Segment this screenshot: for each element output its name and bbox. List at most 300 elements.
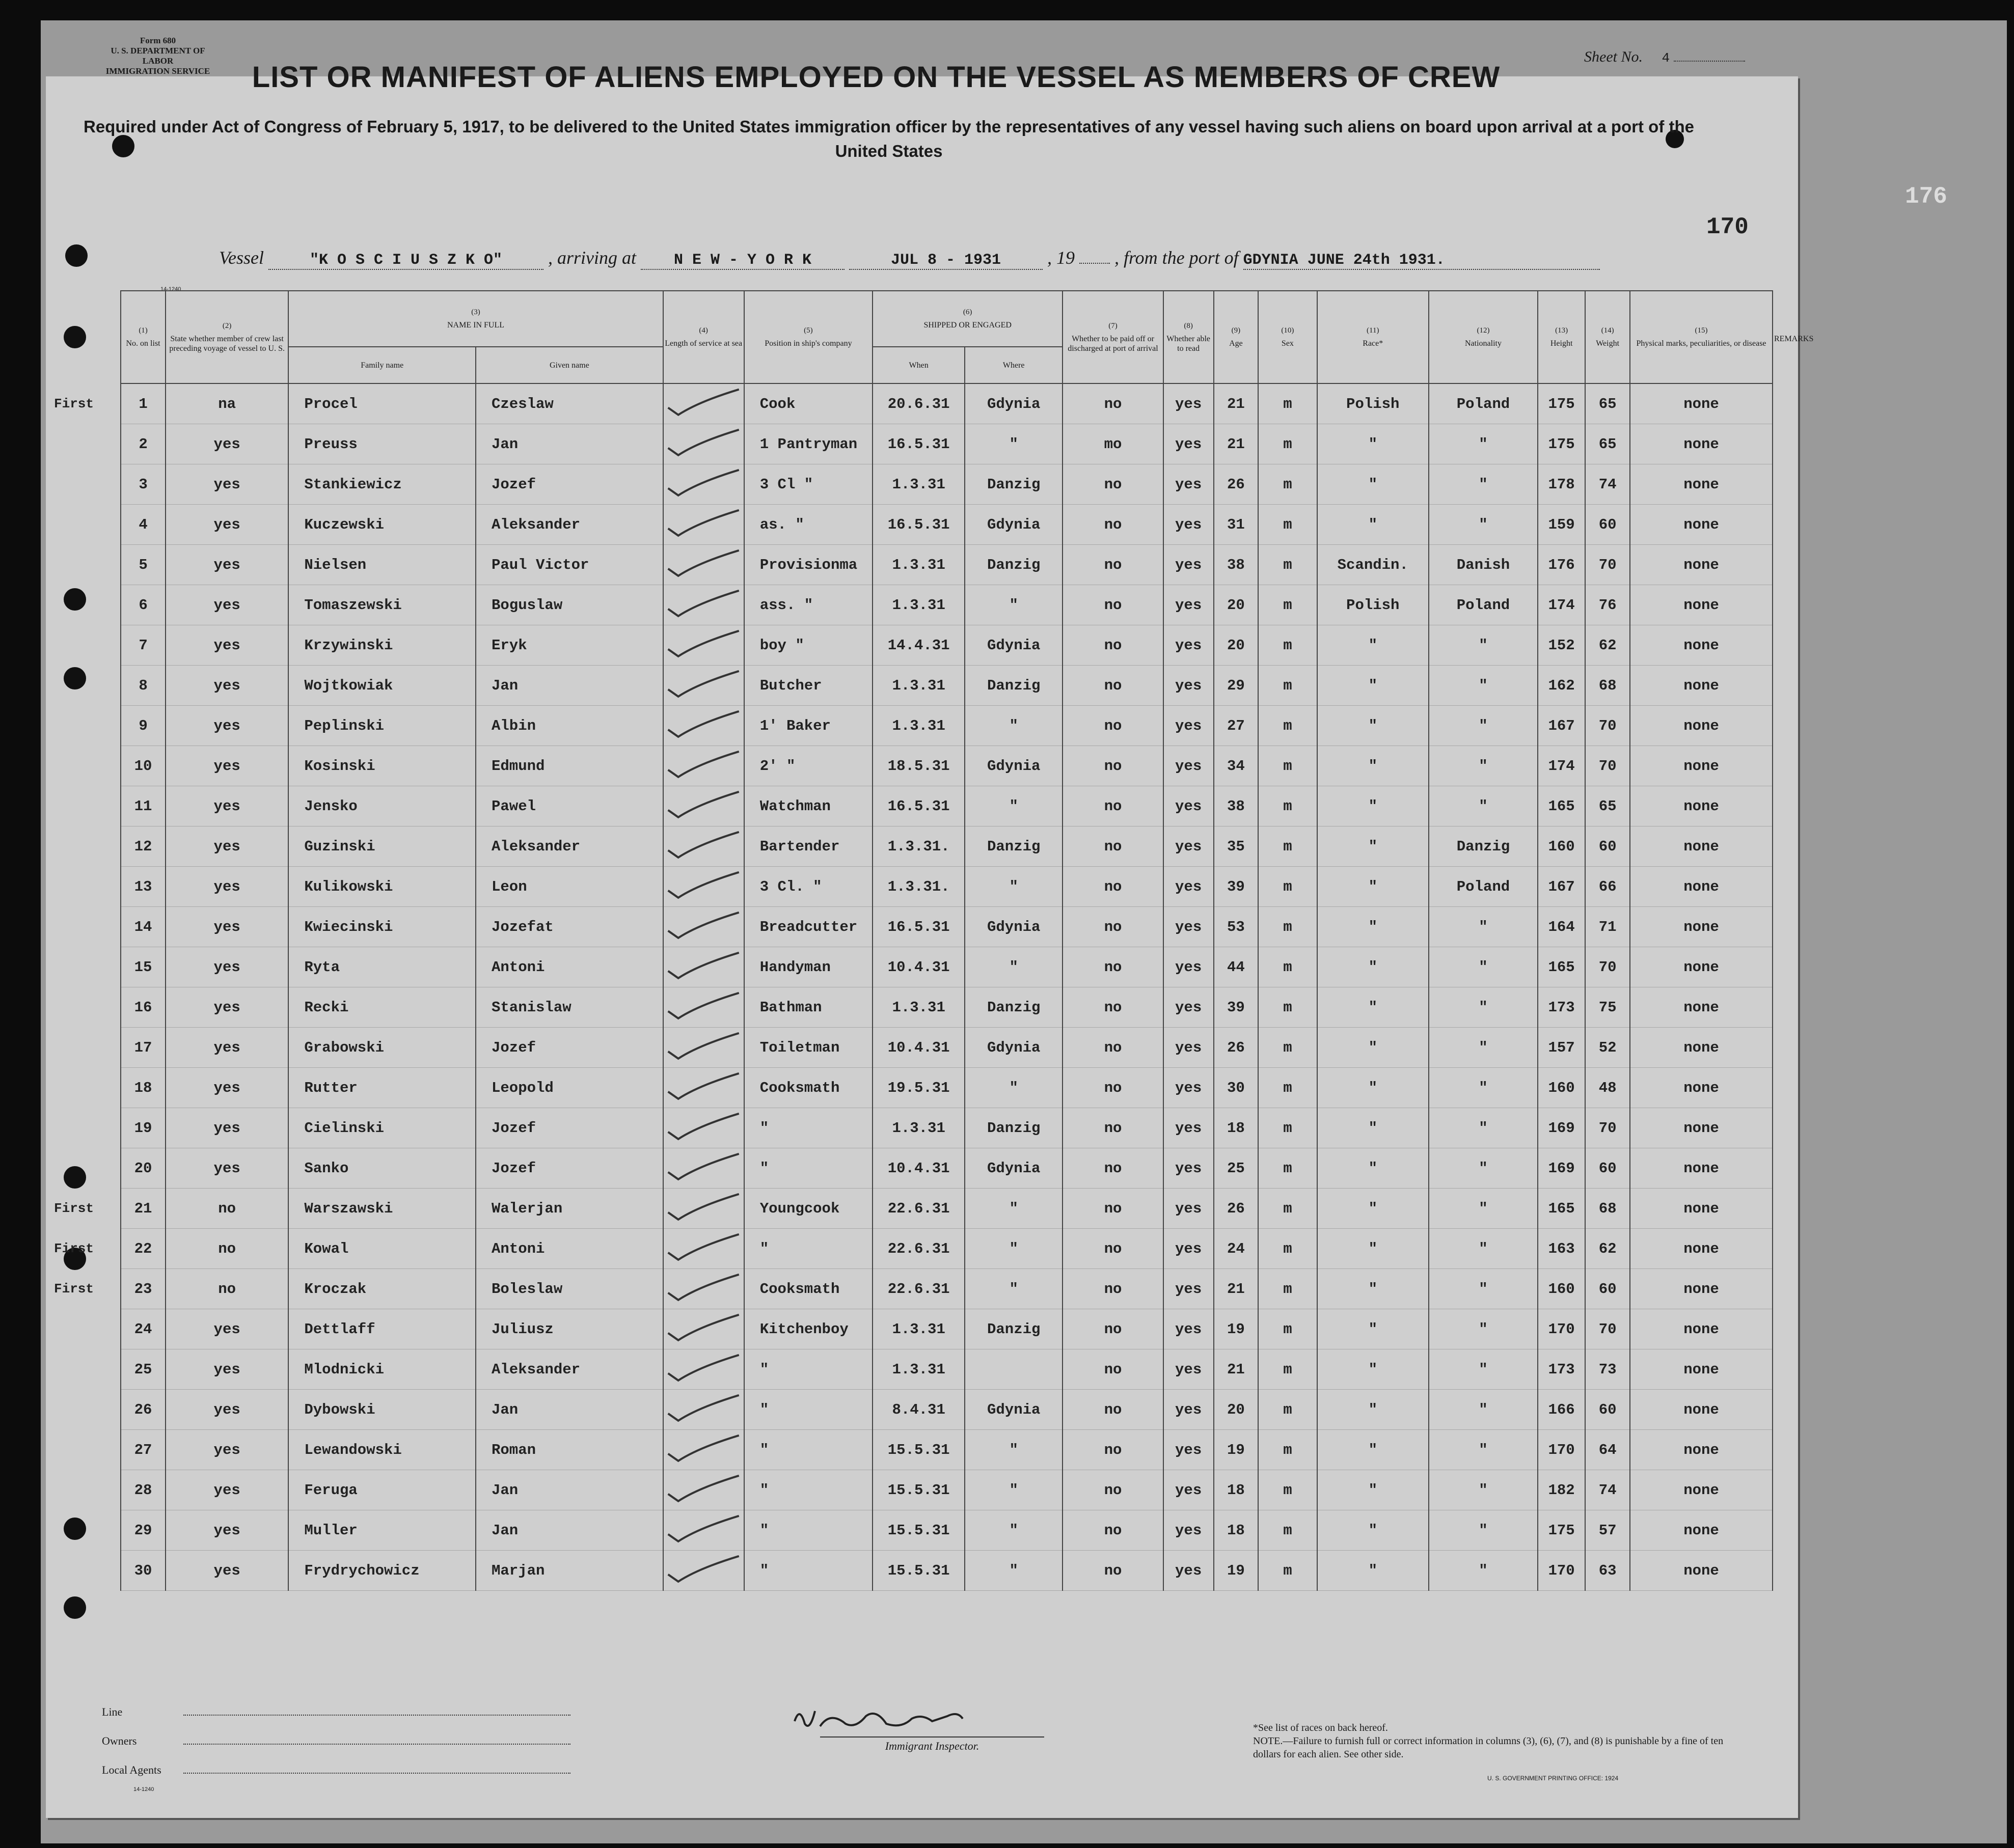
- cell-prev: yes: [166, 867, 288, 907]
- cell-service-length: [663, 706, 744, 746]
- cell-sex: m: [1258, 786, 1317, 826]
- cell-pos: Cooksmath: [744, 1068, 873, 1108]
- header-no-on-list: (1) No. on list: [121, 291, 166, 383]
- manifest-table: (1) No. on list (2) State whether member of crew last preceding voyage of vessel to U. S. (3) NAME IN FULL (4) Length of service at sea (5) Position in ship's company (6) SHIPPED OR ENGAGED (7) Whether to be paid off or discharged at port of arrival (8) Whether able to read (9) Age (10) Sex (11) Race* (12) Nationality (13) Height (14) Weight (15) Physical marks, peculiarities, or disease REMARKS Family name Given name When Where First 1 na Procel Czeslaw Cook 20.6.31 Gdynia no yes 21 m Polish Poland 175 65 none 2 yes Preuss Jan 1 Pantryman 16.5.31 " mo yes 21 m " " 175 65 none 3 yes Stankiewicz Jozef 3 Cl " 1.3.31 Danzig no yes 26 m " " 178 74 none 4 yes Kuczewski Aleksander as. " 16.5.31 Gdynia no yes 31 m " " 159 60 none 5 yes Nielsen Paul Victor Provisionma 1.3.31 Danzig no yes 38 m Scandin. Danish 176 70 none 6 yes Tomaszewski Boguslaw ass. " 1.3.31 " no yes 20 m Polish Poland 174 76 none 7 yes Krzywinski Eryk boy " 14.4.31 Gdynia no yes 20 m " " 152 62 none 8 yes Wojtkowiak Jan Butcher 1.3.31 Danzig no yes 29 m " " 162 68 none 9 yes Peplinski Albin 1' Baker 1.3.31 " no yes 27 m " " 167 70 none 10 yes Kosinski Edmund 2' " 18.5.31 Gdynia no yes 34 m " " 174 70 none 11 yes Jensko Pawel Watchman 16.5.31 " no yes 38 m " " 165 65 none 12 yes Guzinski Aleksander Bartender 1.3.31. Danzig no yes 35 m " Danzig 160 60 none 13 yes Kulikowski Leon 3 Cl. " 1.3.31. " no yes 39 m " Poland 167 66 none 14 yes Kwiecinski Jozefat Breadcutter 16.5.31 Gdynia no yes 53 m " " 164 71 none 15 yes Ryta Antoni Handyman 10.4.31 " no yes 44 m " " 165 70 none 16 yes Recki Stanislaw Bathman 1.3.31 Danzig no yes 39 m " " 173 75 none 17 yes Grabowski Jozef Toiletman 10.4.31 Gdynia no yes 26 m " " 157 52 none 18 yes Rutter Leopold Cooksmath 19.5.31 " no yes 30 m " " 160 48 none 19 yes Cielinski Jozef " 1.3.31 Danzig no yes 18 m " " 169 70 none 20 yes Sanko Jozef " 10.4.31 Gdynia no yes 25 m " " 169 60 none First 21 no Warszawski Walerjan Youngcook 22.6.31 " no yes 26 m " " 165 68 none First 22 no Kowal Antoni " 22.6.31 " no yes 24 m " " 163 62 none First 23 no Kroczak Boleslaw Cooksmath 22.6.31 " no yes 21 m " " 160 60 none 24 yes Dettlaff Juliusz Kitchenboy 1.3.31 Danzig no yes 19 m " " 170 70 none 25 yes Mlodnicki Aleksander " 1.3.31 no yes 21 m " " 173 73 none 26 yes Dybowski Jan " 8.4.31 Gdynia no yes 20 m " " 166 60 none 27 yes Lewandowski Roman " 15.5.31 " no yes 19 m " " 170 64 none 28 yes Feruga Jan " 15.5.31 " no yes 18 m " " 182 74 none 29 yes Muller Jan " 15.5.31 " no yes 18 m " " 175 57 none 30 yes Frydrychowicz Marjan " 15.5.31 " no yes 19 m " " 170 63 none: [51, 290, 1773, 1591]
- cell-h: 165: [1538, 786, 1585, 826]
- cell-read: yes: [1163, 867, 1214, 907]
- cell-when: 8.4.31: [873, 1390, 965, 1430]
- cell-service-length: [663, 1269, 744, 1309]
- cell-w: 52: [1585, 1028, 1630, 1068]
- cell-w: 64: [1585, 1430, 1630, 1470]
- cell-pos: ": [744, 1108, 873, 1148]
- cell-marg: [51, 505, 121, 545]
- cell-race: ": [1317, 867, 1429, 907]
- cell-when: 1.3.31.: [873, 826, 965, 867]
- cell-where: ": [965, 1551, 1063, 1591]
- cell-h: 170: [1538, 1430, 1585, 1470]
- cell-race: ": [1317, 424, 1429, 464]
- table-row: [51, 464, 1773, 505]
- cell-family: Sanko: [288, 1148, 476, 1189]
- cell-given: Aleksander: [476, 826, 663, 867]
- arrival-date-stamp: JUL 8 - 1931: [890, 252, 1001, 269]
- cell-given: Jozef: [476, 1148, 663, 1189]
- cell-paid: mo: [1063, 424, 1163, 464]
- cell-prev: yes: [166, 464, 288, 505]
- cell-race: ": [1317, 1470, 1429, 1510]
- cell-when: 1.3.31: [873, 1349, 965, 1390]
- header-when: When: [873, 347, 965, 383]
- cell-nat: ": [1429, 907, 1538, 947]
- cell-nat: ": [1429, 1229, 1538, 1269]
- cell-sex: m: [1258, 625, 1317, 666]
- cell-age: 21: [1214, 1269, 1259, 1309]
- cell-age: 35: [1214, 826, 1259, 867]
- cell-nat: ": [1429, 1470, 1538, 1510]
- cell-read: yes: [1163, 786, 1214, 826]
- cell-given: Walerjan: [476, 1189, 663, 1229]
- cell-given: Juliusz: [476, 1309, 663, 1349]
- cell-sex: m: [1258, 1551, 1317, 1591]
- cell-service-length: [663, 1309, 744, 1349]
- cell-sex: m: [1258, 666, 1317, 706]
- cell-no: 23: [121, 1269, 166, 1309]
- cell-when: 15.5.31: [873, 1430, 965, 1470]
- cell-nat: Danish: [1429, 545, 1538, 585]
- cell-service-length: [663, 666, 744, 706]
- cell-nat: ": [1429, 1551, 1538, 1591]
- manifest-table-wrapper: [51, 290, 1814, 1660]
- cell-no: 15: [121, 947, 166, 987]
- cell-when: 1.3.31: [873, 1309, 965, 1349]
- cell-no: 24: [121, 1309, 166, 1349]
- cell-family: Nielsen: [288, 545, 476, 585]
- cell-pos: ": [744, 1551, 873, 1591]
- cell-no: 25: [121, 1349, 166, 1390]
- cell-race: ": [1317, 1269, 1429, 1309]
- cell-sex: m: [1258, 1108, 1317, 1148]
- cell-w: 70: [1585, 947, 1630, 987]
- cell-sex: m: [1258, 1390, 1317, 1430]
- cell-h: 178: [1538, 464, 1585, 505]
- cell-marg: First: [54, 1281, 94, 1297]
- printer-imprint: U. S. GOVERNMENT PRINTING OFFICE: 1924: [1487, 1775, 1619, 1782]
- cell-given: Jozef: [476, 1028, 663, 1068]
- cell-marg: [51, 1349, 121, 1390]
- cell-read: yes: [1163, 545, 1214, 585]
- cell-given: Edmund: [476, 746, 663, 786]
- cell-prev: yes: [166, 947, 288, 987]
- cell-pos: Bathman: [744, 987, 873, 1028]
- cell-w: 71: [1585, 907, 1630, 947]
- cell-given: Jan: [476, 1390, 663, 1430]
- cell-race: Scandin.: [1317, 545, 1429, 585]
- cell-marks: none: [1630, 1068, 1773, 1108]
- cell-h: 163: [1538, 1229, 1585, 1269]
- cell-pos: Cooksmath: [744, 1269, 873, 1309]
- cell-nat: ": [1429, 746, 1538, 786]
- cell-age: 38: [1214, 545, 1259, 585]
- departure-port: GDYNIA JUNE 24th 1931.: [1243, 252, 1445, 269]
- cell-h: 160: [1538, 1269, 1585, 1309]
- cell-no: 6: [121, 585, 166, 625]
- cell-paid: no: [1063, 1309, 1163, 1349]
- cell-family: Tomaszewski: [288, 585, 476, 625]
- cell-age: 26: [1214, 464, 1259, 505]
- cell-when: 16.5.31: [873, 786, 965, 826]
- cell-marks: none: [1630, 1108, 1773, 1148]
- cell-race: ": [1317, 786, 1429, 826]
- cell-pos: 2' ": [744, 746, 873, 786]
- cell-marg: [51, 464, 121, 505]
- cell-family: Kowal: [288, 1229, 476, 1269]
- cell-age: 20: [1214, 625, 1259, 666]
- cell-family: Rutter: [288, 1068, 476, 1108]
- cell-no: 19: [121, 1108, 166, 1148]
- table-row: [51, 1189, 1773, 1229]
- cell-h: 169: [1538, 1108, 1585, 1148]
- cell-family: Ryta: [288, 947, 476, 987]
- table-row: [51, 505, 1773, 545]
- stamp-number-mid: 170: [1706, 214, 1749, 240]
- cell-marks: none: [1630, 746, 1773, 786]
- cell-w: 63: [1585, 1551, 1630, 1591]
- cell-no: 13: [121, 867, 166, 907]
- cell-no: 16: [121, 987, 166, 1028]
- cell-age: 21: [1214, 1349, 1259, 1390]
- cell-race: ": [1317, 947, 1429, 987]
- cell-w: 60: [1585, 1390, 1630, 1430]
- cell-h: 173: [1538, 1349, 1585, 1390]
- cell-pos: 1 Pantryman: [744, 424, 873, 464]
- table-row: [51, 1309, 1773, 1349]
- cell-sex: m: [1258, 706, 1317, 746]
- cell-family: Grabowski: [288, 1028, 476, 1068]
- cell-when: 22.6.31: [873, 1189, 965, 1229]
- cell-prev: yes: [166, 1108, 288, 1148]
- cell-no: 28: [121, 1470, 166, 1510]
- cell-h: 165: [1538, 947, 1585, 987]
- cell-pos: Toiletman: [744, 1028, 873, 1068]
- cell-marg: [51, 746, 121, 786]
- cell-marg: First: [54, 396, 94, 411]
- cell-marks: none: [1630, 1148, 1773, 1189]
- cell-where: ": [965, 1269, 1063, 1309]
- cell-sex: m: [1258, 826, 1317, 867]
- table-row: [51, 666, 1773, 706]
- cell-where: Danzig: [965, 826, 1063, 867]
- cell-no: 22: [121, 1229, 166, 1269]
- cell-paid: no: [1063, 1551, 1163, 1591]
- cell-sex: m: [1258, 1470, 1317, 1510]
- cell-service-length: [663, 625, 744, 666]
- cell-marg: [51, 947, 121, 987]
- cell-read: yes: [1163, 1349, 1214, 1390]
- cell-nat: ": [1429, 1068, 1538, 1108]
- cell-w: 68: [1585, 1189, 1630, 1229]
- cell-h: 174: [1538, 585, 1585, 625]
- cell-family: Preuss: [288, 424, 476, 464]
- cell-sex: m: [1258, 464, 1317, 505]
- table-row: [51, 786, 1773, 826]
- cell-nat: ": [1429, 947, 1538, 987]
- cell-sex: m: [1258, 1189, 1317, 1229]
- cell-nat: ": [1429, 505, 1538, 545]
- cell-marks: none: [1630, 1028, 1773, 1068]
- cell-nat: ": [1429, 1349, 1538, 1390]
- cell-h: 175: [1538, 383, 1585, 424]
- cell-marg: [51, 1028, 121, 1068]
- cell-pos: Breadcutter: [744, 907, 873, 947]
- cell-family: Procel: [288, 383, 476, 424]
- cell-read: yes: [1163, 1430, 1214, 1470]
- cell-prev: yes: [166, 1148, 288, 1189]
- cell-when: 15.5.31: [873, 1510, 965, 1551]
- cell-prev: yes: [166, 786, 288, 826]
- arrival-port: N E W - Y O R K: [673, 252, 812, 269]
- cell-read: yes: [1163, 746, 1214, 786]
- cell-read: yes: [1163, 1309, 1214, 1349]
- cell-age: 19: [1214, 1309, 1259, 1349]
- cell-h: 170: [1538, 1309, 1585, 1349]
- cell-w: 60: [1585, 505, 1630, 545]
- cell-read: yes: [1163, 1108, 1214, 1148]
- cell-service-length: [663, 1028, 744, 1068]
- cell-w: 60: [1585, 1148, 1630, 1189]
- cell-no: 4: [121, 505, 166, 545]
- cell-where: ": [965, 947, 1063, 987]
- cell-paid: no: [1063, 947, 1163, 987]
- cell-prev: yes: [166, 746, 288, 786]
- cell-race: ": [1317, 826, 1429, 867]
- cell-nat: ": [1429, 706, 1538, 746]
- stock-number-bottom: 14-1240: [133, 1786, 154, 1792]
- cell-marks: none: [1630, 947, 1773, 987]
- header-given-name: Given name: [476, 347, 663, 383]
- cell-sex: m: [1258, 987, 1317, 1028]
- cell-given: Jan: [476, 424, 663, 464]
- cell-prev: no: [166, 1269, 288, 1309]
- cell-race: ": [1317, 666, 1429, 706]
- cell-no: 30: [121, 1551, 166, 1591]
- cell-age: 26: [1214, 1189, 1259, 1229]
- cell-read: yes: [1163, 1390, 1214, 1430]
- inspector-signature: [784, 1701, 1019, 1736]
- cell-paid: no: [1063, 666, 1163, 706]
- cell-marks: none: [1630, 1349, 1773, 1390]
- cell-given: Boleslaw: [476, 1269, 663, 1309]
- cell-paid: no: [1063, 1390, 1163, 1430]
- local-agents-label: Local Agents: [102, 1763, 161, 1776]
- cell-sex: m: [1258, 907, 1317, 947]
- table-row: [51, 947, 1773, 987]
- cell-nat: ": [1429, 666, 1538, 706]
- cell-nat: ": [1429, 464, 1538, 505]
- cell-service-length: [663, 867, 744, 907]
- cell-race: ": [1317, 1309, 1429, 1349]
- cell-pos: ": [744, 1229, 873, 1269]
- cell-pos: ": [744, 1148, 873, 1189]
- cell-family: Wojtkowiak: [288, 666, 476, 706]
- header-weight: (14) Weight: [1585, 291, 1630, 383]
- cell-marks: none: [1630, 505, 1773, 545]
- cell-sex: m: [1258, 1309, 1317, 1349]
- cell-paid: no: [1063, 1430, 1163, 1470]
- penalty-note: NOTE.—Failure to furnish full or correct information in columns (3), (6), (7), and (8) is punishable by a fine of ten dollars for each alien. See other side.: [1253, 1735, 1724, 1760]
- cell-h: 165: [1538, 1189, 1585, 1229]
- cell-race: ": [1317, 1108, 1429, 1148]
- cell-sex: m: [1258, 424, 1317, 464]
- cell-marks: none: [1630, 1189, 1773, 1229]
- cell-service-length: [663, 1189, 744, 1229]
- cell-paid: no: [1063, 1269, 1163, 1309]
- footer-fields: [102, 1698, 570, 1785]
- cell-no: 9: [121, 706, 166, 746]
- cell-sex: m: [1258, 505, 1317, 545]
- cell-where: Danzig: [965, 545, 1063, 585]
- cell-nat: ": [1429, 1269, 1538, 1309]
- cell-sex: m: [1258, 867, 1317, 907]
- owners-label: Owners: [102, 1734, 137, 1747]
- cell-paid: no: [1063, 1349, 1163, 1390]
- cell-when: 22.6.31: [873, 1269, 965, 1309]
- table-row: [51, 625, 1773, 666]
- line-field: [183, 1714, 570, 1716]
- cell-when: 1.3.31: [873, 585, 965, 625]
- cell-service-length: [663, 1068, 744, 1108]
- cell-no: 7: [121, 625, 166, 666]
- cell-paid: no: [1063, 867, 1163, 907]
- punch-hole: [65, 244, 88, 267]
- cell-w: 74: [1585, 1470, 1630, 1510]
- cell-age: 18: [1214, 1108, 1259, 1148]
- cell-race: ": [1317, 1551, 1429, 1591]
- cell-marks: none: [1630, 1390, 1773, 1430]
- cell-service-length: [663, 1430, 744, 1470]
- cell-nat: ": [1429, 1028, 1538, 1068]
- cell-marg: [51, 1108, 121, 1148]
- cell-given: Pawel: [476, 786, 663, 826]
- cell-w: 62: [1585, 1229, 1630, 1269]
- page-subtitle: Required under Act of Congress of February 5, 1917, to be delivered to the United States immigration officer by the representatives of any vessel having such aliens on board upon arrival at a port of the United States: [83, 117, 1694, 160]
- cell-prev: yes: [166, 1028, 288, 1068]
- cell-nat: Danzig: [1429, 826, 1538, 867]
- cell-age: 18: [1214, 1510, 1259, 1551]
- cell-pos: ": [744, 1430, 873, 1470]
- cell-paid: no: [1063, 1510, 1163, 1551]
- cell-family: Peplinski: [288, 706, 476, 746]
- cell-sex: m: [1258, 746, 1317, 786]
- cell-paid: no: [1063, 383, 1163, 424]
- cell-family: Guzinski: [288, 826, 476, 867]
- table-row: [51, 424, 1773, 464]
- cell-read: yes: [1163, 1551, 1214, 1591]
- cell-pos: as. ": [744, 505, 873, 545]
- cell-marg: [51, 1390, 121, 1430]
- cell-given: Roman: [476, 1430, 663, 1470]
- cell-where: [965, 1349, 1063, 1390]
- cell-nat: ": [1429, 987, 1538, 1028]
- cell-marks: none: [1630, 867, 1773, 907]
- sheet-number-value: 4: [1662, 50, 1670, 66]
- cell-family: Stankiewicz: [288, 464, 476, 505]
- cell-no: 3: [121, 464, 166, 505]
- header-sex: (10) Sex: [1258, 291, 1317, 383]
- cell-h: 159: [1538, 505, 1585, 545]
- cell-marg: [51, 1470, 121, 1510]
- cell-prev: yes: [166, 585, 288, 625]
- cell-age: 20: [1214, 585, 1259, 625]
- cell-h: 174: [1538, 746, 1585, 786]
- cell-family: Krzywinski: [288, 625, 476, 666]
- cell-paid: no: [1063, 1470, 1163, 1510]
- cell-service-length: [663, 383, 744, 424]
- cell-race: ": [1317, 746, 1429, 786]
- cell-age: 39: [1214, 867, 1259, 907]
- cell-paid: no: [1063, 907, 1163, 947]
- cell-paid: no: [1063, 464, 1163, 505]
- cell-paid: no: [1063, 505, 1163, 545]
- cell-read: yes: [1163, 1148, 1214, 1189]
- header-paid-off: (7) Whether to be paid off or discharged at port of arrival: [1063, 291, 1163, 383]
- cell-h: 169: [1538, 1148, 1585, 1189]
- cell-marks: none: [1630, 1510, 1773, 1551]
- cell-pos: Cook: [744, 383, 873, 424]
- cell-given: Jan: [476, 666, 663, 706]
- table-row: [51, 746, 1773, 786]
- cell-nat: Poland: [1429, 383, 1538, 424]
- cell-pos: 1' Baker: [744, 706, 873, 746]
- cell-service-length: [663, 505, 744, 545]
- cell-where: Gdynia: [965, 907, 1063, 947]
- cell-family: Kosinski: [288, 746, 476, 786]
- cell-no: 14: [121, 907, 166, 947]
- cell-where: Gdynia: [965, 746, 1063, 786]
- cell-prev: yes: [166, 1068, 288, 1108]
- cell-race: ": [1317, 625, 1429, 666]
- cell-marg: [51, 826, 121, 867]
- cell-nat: ": [1429, 786, 1538, 826]
- cell-marg: [51, 1148, 121, 1189]
- cell-paid: no: [1063, 1229, 1163, 1269]
- cell-when: 1.3.31: [873, 1108, 965, 1148]
- cell-read: yes: [1163, 947, 1214, 987]
- cell-pos: Butcher: [744, 666, 873, 706]
- cell-sex: m: [1258, 1028, 1317, 1068]
- cell-prev: yes: [166, 706, 288, 746]
- cell-when: 1.3.31: [873, 464, 965, 505]
- table-row: [51, 706, 1773, 746]
- cell-given: Jan: [476, 1470, 663, 1510]
- cell-pos: Kitchenboy: [744, 1309, 873, 1349]
- cell-family: Recki: [288, 987, 476, 1028]
- cell-paid: no: [1063, 625, 1163, 666]
- table-row: [51, 907, 1773, 947]
- cell-when: 15.5.31: [873, 1551, 965, 1591]
- cell-marks: none: [1630, 826, 1773, 867]
- cell-when: 1.3.31: [873, 987, 965, 1028]
- header-where: Where: [965, 347, 1063, 383]
- cell-h: 173: [1538, 987, 1585, 1028]
- cell-pos: Handyman: [744, 947, 873, 987]
- cell-age: 26: [1214, 1028, 1259, 1068]
- cell-given: Aleksander: [476, 505, 663, 545]
- cell-prev: no: [166, 1229, 288, 1269]
- cell-read: yes: [1163, 625, 1214, 666]
- cell-pos: 3 Cl ": [744, 464, 873, 505]
- cell-given: Marjan: [476, 1551, 663, 1591]
- cell-when: 18.5.31: [873, 746, 965, 786]
- cell-paid: no: [1063, 1028, 1163, 1068]
